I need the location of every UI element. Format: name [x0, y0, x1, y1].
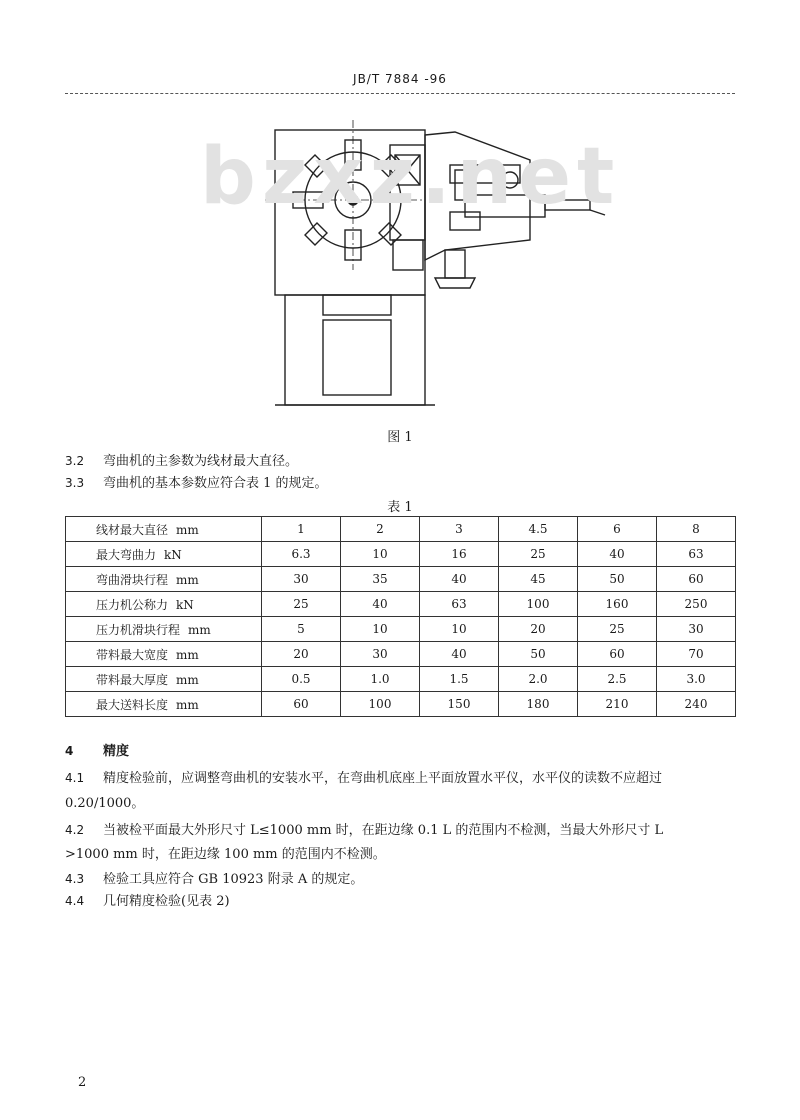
label-text: 压力机公称力	[96, 597, 169, 612]
table-cell: 100	[341, 692, 420, 717]
unit-text: mm	[176, 647, 199, 662]
table-row	[66, 617, 736, 642]
table-row	[66, 692, 736, 717]
table-cell: 30	[262, 567, 341, 592]
label-text: 带料最大宽度	[96, 647, 169, 662]
table-cell: 60	[578, 642, 657, 667]
table-cell: 35	[341, 567, 420, 592]
table-row	[66, 542, 736, 567]
clause-number: 4.4	[65, 894, 85, 908]
paragraph-3-2	[65, 450, 745, 473]
unit-text: mm	[176, 522, 199, 537]
table-cell: 20	[262, 642, 341, 667]
table-row	[66, 567, 736, 592]
table-cell: 50	[499, 642, 578, 667]
row-label	[66, 617, 262, 642]
table-cell: 70	[657, 642, 736, 667]
paragraph-4-2-cont	[65, 844, 745, 866]
table-cell: 60	[262, 692, 341, 717]
table-cell: 40	[420, 567, 499, 592]
table-row	[66, 667, 736, 692]
clause-number: 4.1	[65, 771, 85, 785]
label-text: 带料最大厚度	[96, 672, 169, 687]
table-cell: 40	[420, 642, 499, 667]
clause-text: 弯曲机的基本参数应符合表 1 的规定。	[103, 476, 328, 491]
clause-text: 检验工具应符合 GB 10923 附录 A 的规定。	[103, 872, 364, 887]
paragraph-4-4	[65, 890, 745, 913]
table-cell: 10	[341, 542, 420, 567]
table-cell: 63	[420, 592, 499, 617]
clause-text: 0.20/1000。	[65, 796, 145, 811]
unit-text: kN	[176, 597, 194, 612]
paragraph-4-2	[65, 819, 745, 842]
table-cell: 10	[420, 617, 499, 642]
table-cell: 100	[499, 592, 578, 617]
section-title: 精度	[103, 744, 130, 759]
table-cell: 2.0	[499, 667, 578, 692]
table-cell: 4.5	[499, 517, 578, 542]
unit-text: mm	[176, 672, 199, 687]
page-number: 2	[78, 1075, 87, 1090]
paragraph-4-3	[65, 868, 745, 891]
paragraph-3-3	[65, 472, 745, 495]
figure-caption: 图 1	[387, 430, 413, 445]
row-label	[66, 667, 262, 692]
table-cell: 0.5	[262, 667, 341, 692]
table-cell: 45	[499, 567, 578, 592]
unit-text: mm	[176, 572, 199, 587]
table-cell: 25	[499, 542, 578, 567]
row-label	[66, 642, 262, 667]
unit-text: kN	[164, 547, 182, 562]
table-cell: 150	[420, 692, 499, 717]
table-cell: 50	[578, 567, 657, 592]
table-cell: 240	[657, 692, 736, 717]
table-cell: 1	[262, 517, 341, 542]
table-cell: 16	[420, 542, 499, 567]
table-cell: 2.5	[578, 667, 657, 692]
table-cell: 3	[420, 517, 499, 542]
table-cell: 25	[578, 617, 657, 642]
clause-text: 当被检平面最大外形尺寸 L≤1000 mm 时，在距边缘 0.1 L 的范围内不检测，当最大外形尺寸 L	[103, 823, 664, 838]
clause-number: 4.2	[65, 823, 85, 837]
table-cell: 1.5	[420, 667, 499, 692]
label-text: 最大送料长度	[96, 697, 169, 712]
table-row	[66, 592, 736, 617]
label-text: 弯曲滑块行程	[96, 572, 169, 587]
table-cell: 6.3	[262, 542, 341, 567]
row-label	[66, 692, 262, 717]
table-cell: 180	[499, 692, 578, 717]
section-number: 4	[65, 744, 74, 758]
machine-drawing	[265, 120, 615, 430]
table-cell: 160	[578, 592, 657, 617]
table-cell: 250	[657, 592, 736, 617]
table-row	[66, 517, 736, 542]
paragraph-4-1	[65, 767, 745, 790]
table-cell: 20	[499, 617, 578, 642]
table-cell: 30	[657, 617, 736, 642]
table-cell: 2	[341, 517, 420, 542]
row-label	[66, 592, 262, 617]
clause-text: 几何精度检验(见表 2)	[103, 894, 230, 909]
table-cell: 60	[657, 567, 736, 592]
table-cell: 10	[341, 617, 420, 642]
table-cell: 25	[262, 592, 341, 617]
table-cell: 5	[262, 617, 341, 642]
row-label	[66, 567, 262, 592]
table-row	[66, 642, 736, 667]
table-cell: 1.0	[341, 667, 420, 692]
unit-text: mm	[176, 697, 199, 712]
row-label	[66, 517, 262, 542]
parameter-table	[65, 516, 736, 717]
section-heading	[65, 740, 129, 759]
table-cell: 8	[657, 517, 736, 542]
table-title: 表 1	[387, 500, 413, 515]
table-cell: 63	[657, 542, 736, 567]
table-cell: 30	[341, 642, 420, 667]
clause-number: 3.2	[65, 454, 85, 468]
table-cell: 6	[578, 517, 657, 542]
document-header: JB/T 7884 -96	[353, 72, 447, 86]
table-cell: 40	[578, 542, 657, 567]
clause-text: >1000 mm 时，在距边缘 100 mm 的范围内不检测。	[65, 847, 386, 862]
clause-text: 精度检验前，应调整弯曲机的安装水平，在弯曲机底座上平面放置水平仪，水平仪的读数不应超过	[103, 771, 663, 786]
watermark: bzxz.net	[200, 132, 621, 222]
label-text: 最大弯曲力	[96, 547, 157, 562]
table-cell: 3.0	[657, 667, 736, 692]
label-text: 线材最大直径	[96, 522, 169, 537]
label-text: 压力机滑块行程	[96, 622, 181, 637]
clause-text: 弯曲机的主参数为线材最大直径。	[103, 454, 299, 469]
unit-text: mm	[188, 622, 211, 637]
table-cell: 40	[341, 592, 420, 617]
table-cell: 210	[578, 692, 657, 717]
header-rule	[65, 93, 735, 94]
clause-number: 4.3	[65, 872, 85, 886]
row-label	[66, 542, 262, 567]
paragraph-4-1-cont	[65, 793, 745, 815]
clause-number: 3.3	[65, 476, 85, 490]
